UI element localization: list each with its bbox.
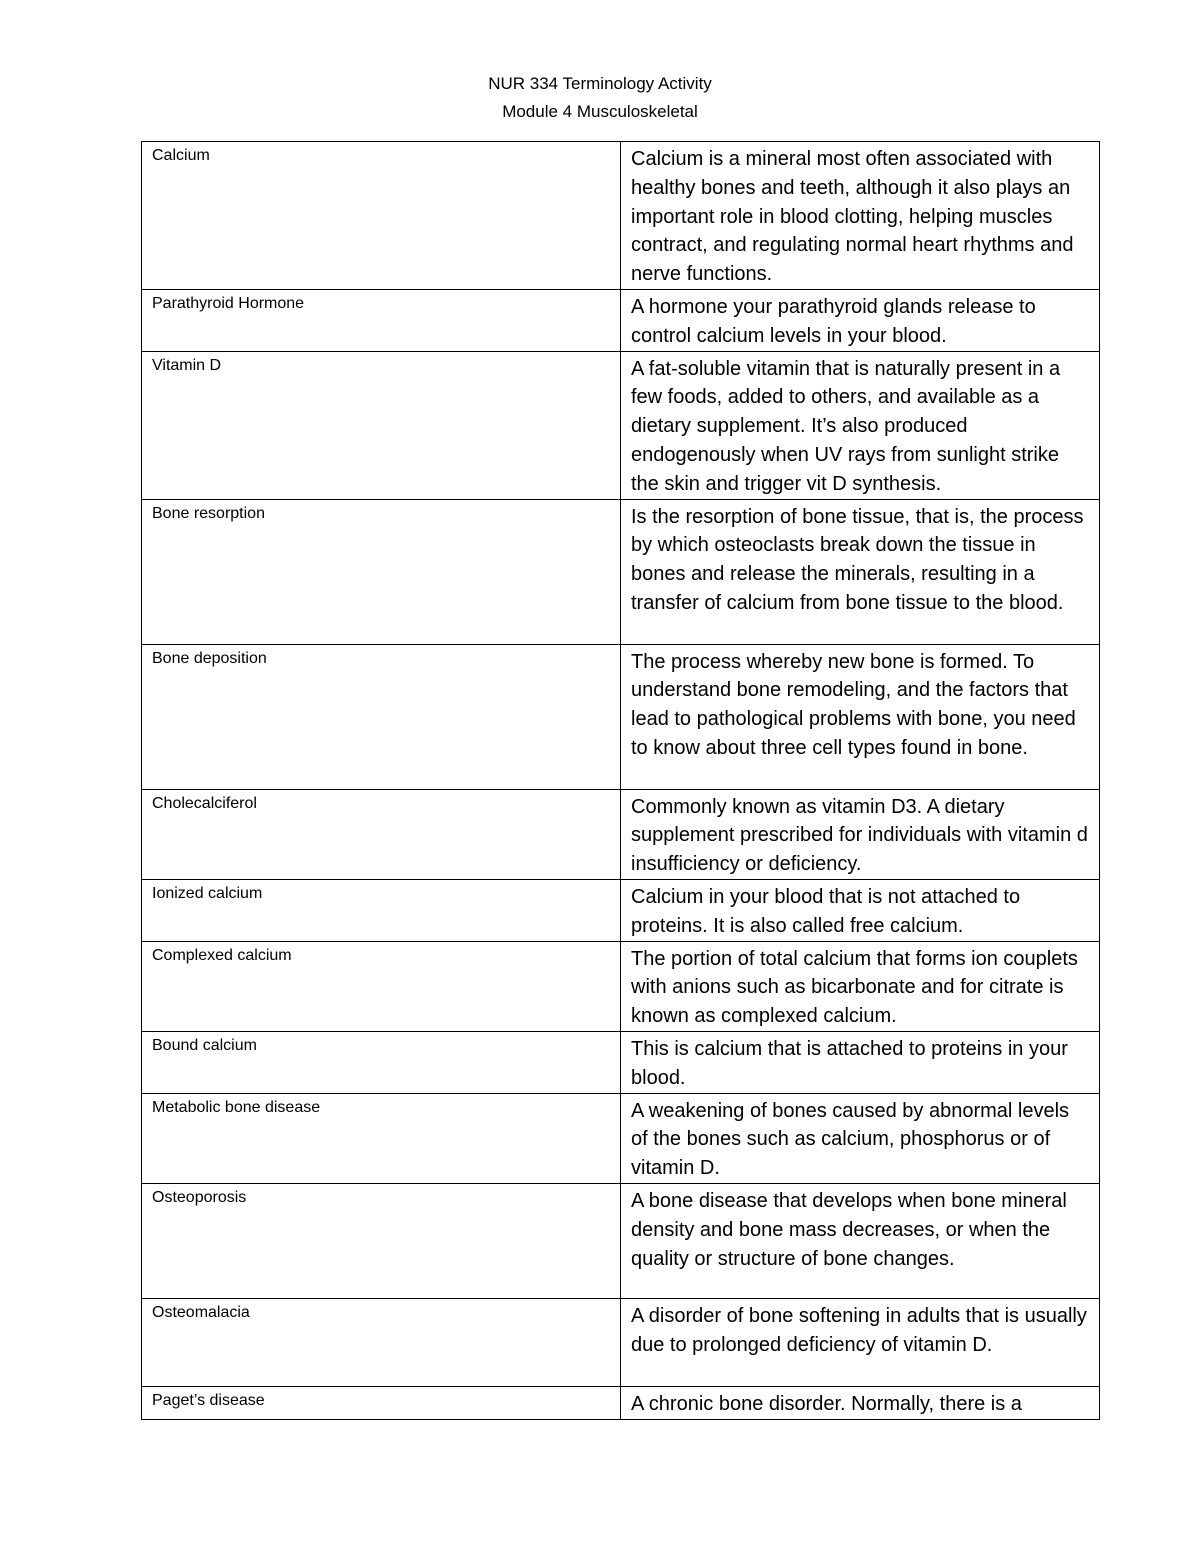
term-cell: Osteomalacia [142,1298,621,1386]
term-cell: Metabolic bone disease [142,1093,621,1183]
table-row [142,289,1100,351]
term-cell: Bone deposition [142,644,621,789]
term-cell: Bound calcium [142,1031,621,1093]
table-row [142,142,1100,290]
definition-cell: Calcium is a mineral most often associated with healthy bones and teeth, although it also plays an important role in blood clotting, helping muscles contract, and regulating normal heart rhythms and nerve functions. [621,142,1100,290]
table-row [142,1386,1100,1419]
definition-cell: A weakening of bones caused by abnormal levels of the bones such as calcium, phosphorus or of vitamin D. [621,1093,1100,1183]
table-row [142,644,1100,789]
definition-cell: A hormone your parathyroid glands release to control calcium levels in your blood. [621,289,1100,351]
definition-cell: Calcium in your blood that is not attached to proteins. It is also called free calcium. [621,879,1100,941]
term-cell: Ionized calcium [142,879,621,941]
table-row [142,789,1100,879]
table-row [142,351,1100,499]
definition-cell: Is the resorption of bone tissue, that is, the process by which osteoclasts break down the tissue in bones and release the minerals, resulting in a transfer of calcium from bone tissue to the blood. [621,499,1100,644]
table-row [142,1031,1100,1093]
term-cell: Vitamin D [142,351,621,499]
definition-cell: This is calcium that is attached to proteins in your blood. [621,1031,1100,1093]
term-cell: Parathyroid Hormone [142,289,621,351]
table-row [142,1183,1100,1298]
term-cell: Bone resorption [142,499,621,644]
table-row [142,1093,1100,1183]
definition-cell: Commonly known as vitamin D3. A dietary supplement prescribed for individuals with vitamin d insufficiency or deficiency. [621,789,1100,879]
definition-cell: A bone disease that develops when bone mineral density and bone mass decreases, or when the quality or structure of bone changes. [621,1183,1100,1298]
document-title: NUR 334 Terminology Activity [488,74,712,93]
definition-cell: A fat-soluble vitamin that is naturally present in a few foods, added to others, and available as a dietary supplement. It’s also produced endogenously when UV rays from sunlight strike the skin and trigger vit D synthesis. [621,351,1100,499]
definition-cell: The process whereby new bone is formed. To understand bone remodeling, and the factors that lead to pathological problems with bone, you need to know about three cell types found in bone. [621,644,1100,789]
table-row [142,879,1100,941]
table-row [142,499,1100,644]
term-cell: Complexed calcium [142,941,621,1031]
term-cell: Osteoporosis [142,1183,621,1298]
document-subtitle: Module 4 Musculoskeletal [502,102,698,121]
definition-cell: A chronic bone disorder. Normally, there is a [621,1386,1100,1419]
table-row [142,1298,1100,1386]
definition-cell: A disorder of bone softening in adults that is usually due to prolonged deficiency of vitamin D. [621,1298,1100,1386]
terminology-table [141,141,1100,1420]
definition-cell: The portion of total calcium that forms ion couplets with anions such as bicarbonate and for citrate is known as complexed calcium. [621,941,1100,1031]
table-row [142,941,1100,1031]
document-header [0,70,1200,126]
term-cell: Paget’s disease [142,1386,621,1419]
term-cell: Calcium [142,142,621,290]
term-cell: Cholecalciferol [142,789,621,879]
